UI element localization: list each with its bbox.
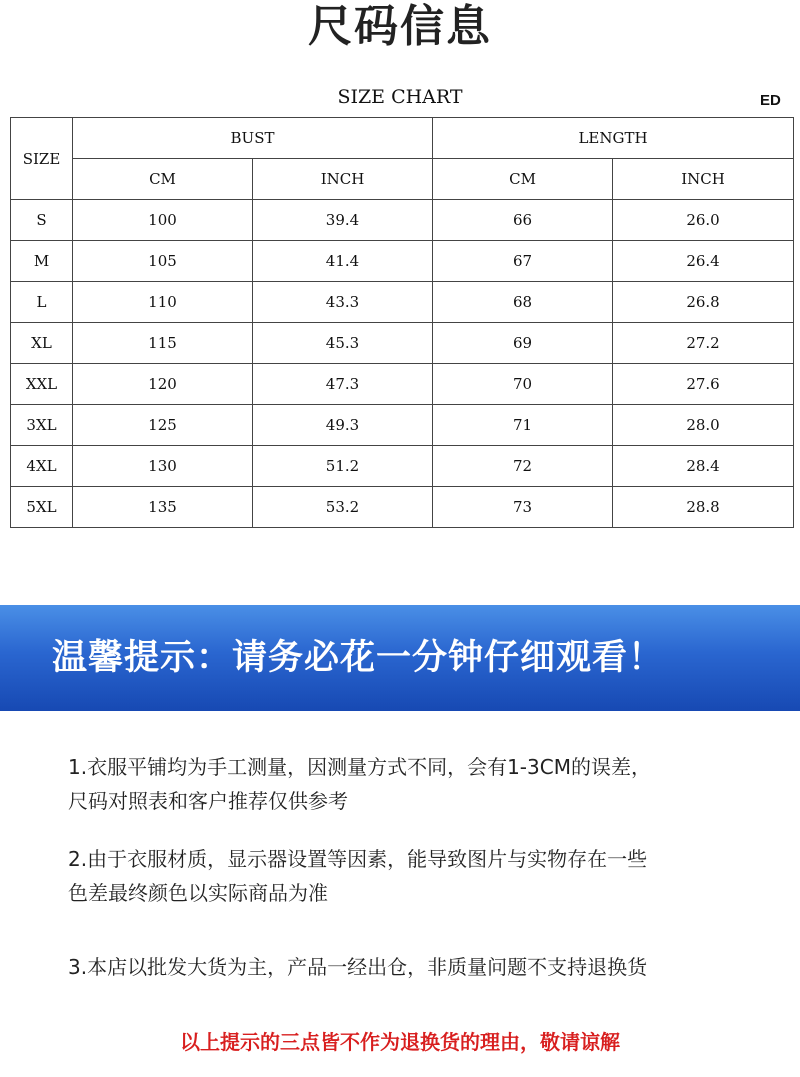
cell-length-inch: 28.4: [613, 446, 794, 487]
cell-size: XXL: [11, 364, 73, 405]
cell-bust-cm: 125: [73, 405, 253, 446]
table-row: [11, 405, 794, 446]
cell-bust-inch: 53.2: [253, 487, 433, 528]
note-3-line-1: 3.本店以批发大货为主，产品一经出仓，非质量问题不支持退换货: [68, 955, 648, 979]
length-header: LENGTH: [433, 118, 794, 159]
cell-length-cm: 70: [433, 364, 613, 405]
cell-length-inch: 26.0: [613, 200, 794, 241]
cell-length-inch: 26.8: [613, 282, 794, 323]
page-title: 尺码信息: [308, 1, 492, 52]
cell-size: M: [11, 241, 73, 282]
note-2: [68, 842, 768, 910]
cell-size: 3XL: [11, 405, 73, 446]
table-row: [11, 364, 794, 405]
size-column-header: SIZE: [11, 118, 73, 200]
cell-length-inch: 27.6: [613, 364, 794, 405]
table-row: [11, 241, 794, 282]
cell-bust-cm: 105: [73, 241, 253, 282]
cell-length-inch: 28.8: [613, 487, 794, 528]
cell-length-inch: 26.4: [613, 241, 794, 282]
cell-length-cm: 67: [433, 241, 613, 282]
cell-bust-inch: 51.2: [253, 446, 433, 487]
note-3: [68, 950, 768, 984]
cell-bust-inch: 43.3: [253, 282, 433, 323]
table-unit-row: [11, 159, 794, 200]
cell-bust-cm: 120: [73, 364, 253, 405]
note-2-line-2: 色差最终颜色以实际商品为准: [68, 881, 328, 905]
cell-bust-cm: 130: [73, 446, 253, 487]
table-row: [11, 446, 794, 487]
note-2-line-1: 2.由于衣服材质，显示器设置等因素，能导致图片与实物存在一些: [68, 847, 648, 871]
cell-bust-inch: 45.3: [253, 323, 433, 364]
cell-length-cm: 69: [433, 323, 613, 364]
cell-length-cm: 68: [433, 282, 613, 323]
cell-size: 4XL: [11, 446, 73, 487]
table-header-row: [11, 118, 794, 159]
length-inch-unit: INCH: [613, 159, 794, 200]
table-row: [11, 200, 794, 241]
cell-bust-cm: 110: [73, 282, 253, 323]
cell-length-inch: 28.0: [613, 405, 794, 446]
bust-cm-unit: CM: [73, 159, 253, 200]
cell-length-cm: 71: [433, 405, 613, 446]
cell-length-inch: 27.2: [613, 323, 794, 364]
cell-length-cm: 66: [433, 200, 613, 241]
footer-disclaimer: 以上提示的三点皆不作为退换货的理由，敬请谅解: [180, 1030, 620, 1054]
cell-length-cm: 72: [433, 446, 613, 487]
cell-bust-inch: 47.3: [253, 364, 433, 405]
cell-bust-cm: 115: [73, 323, 253, 364]
cell-size: XL: [11, 323, 73, 364]
corner-tag: ED: [760, 92, 781, 109]
cell-bust-cm: 135: [73, 487, 253, 528]
cell-size: S: [11, 200, 73, 241]
cell-size: L: [11, 282, 73, 323]
cell-bust-inch: 39.4: [253, 200, 433, 241]
cell-bust-cm: 100: [73, 200, 253, 241]
cell-bust-inch: 41.4: [253, 241, 433, 282]
length-cm-unit: CM: [433, 159, 613, 200]
note-1-line-2: 尺码对照表和客户推荐仅供参考: [68, 789, 348, 813]
cell-length-cm: 73: [433, 487, 613, 528]
table-row: [11, 487, 794, 528]
chart-title: SIZE CHART: [337, 86, 463, 108]
cell-bust-inch: 49.3: [253, 405, 433, 446]
note-1: [68, 750, 768, 818]
table-row: [11, 282, 794, 323]
table-row: [11, 323, 794, 364]
note-1-line-1: 1.衣服平铺均为手工测量，因测量方式不同，会有1-3CM的误差，: [68, 755, 651, 779]
size-chart-table: [10, 117, 794, 528]
reminder-banner: 温馨提示：请务必花一分钟仔细观看！: [0, 605, 800, 711]
bust-inch-unit: INCH: [253, 159, 433, 200]
cell-size: 5XL: [11, 487, 73, 528]
bust-header: BUST: [73, 118, 433, 159]
